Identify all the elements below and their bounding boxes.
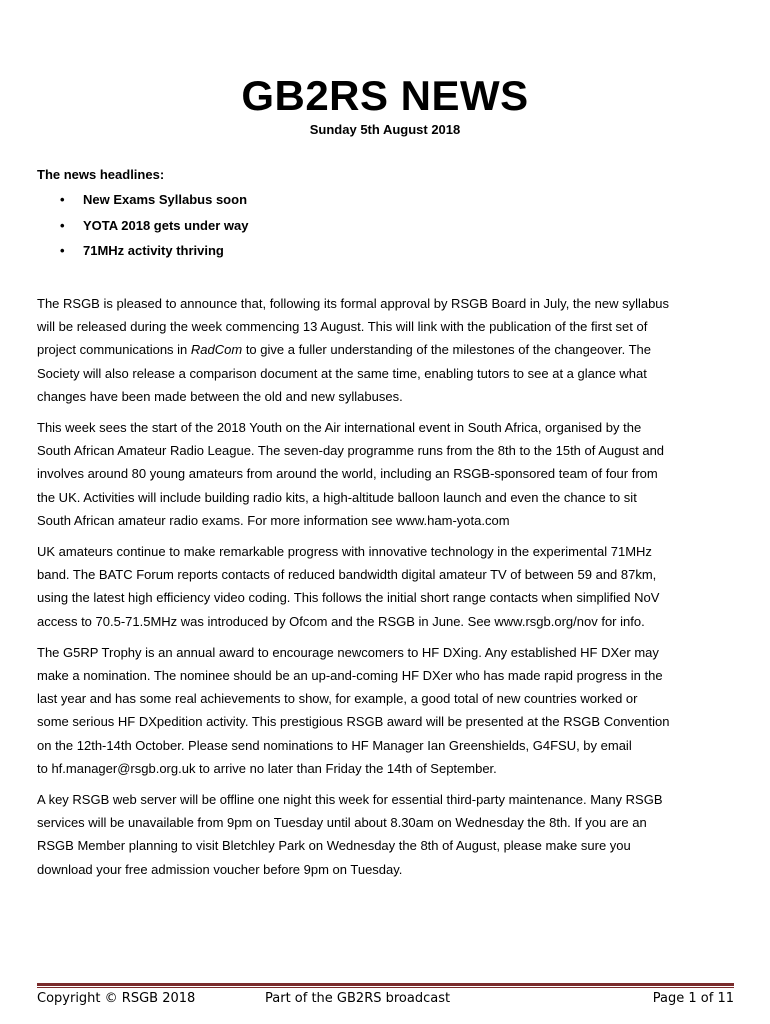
text-fragment: project communications in	[37, 342, 191, 358]
text-line: some serious HF DXpedition activity. This prestigious RSGB award will be presented at the RSGB Convention	[37, 714, 670, 730]
paragraph-g5rp	[37, 641, 737, 780]
headline-text: 71MHz activity thriving	[83, 243, 224, 258]
bullet-icon: •	[60, 217, 65, 233]
bullet-icon: •	[60, 192, 65, 207]
text-line: will be released during the week commencing 13 August. This will link with the publication of the first set of	[37, 319, 648, 335]
headline-item	[60, 216, 248, 242]
text-line: South African Amateur Radio League. The seven-day programme runs from the 8th to the 15th of August and	[37, 443, 665, 459]
headline-text: YOTA 2018 gets under way	[83, 217, 249, 233]
text-line: using the latest high efficiency video coding. This follows the initial short range contacts when simplified NoV	[37, 590, 660, 606]
text-line: access to 70.5-71.5MHz was introduced by Ofcom and the RSGB in June. See www.rsgb.org/nov for info.	[37, 613, 645, 629]
paragraph-71mhz	[37, 540, 737, 633]
copyright-text: Copyright © RSGB 2018	[37, 991, 196, 1006]
headline-item	[60, 190, 248, 216]
footer-divider	[37, 983, 734, 986]
bullet-icon: •	[60, 243, 65, 258]
text-line: to hf.manager@rsgb.org.uk to arrive no later than Friday the 14th of September.	[37, 760, 497, 776]
page-title: GB2RS NEWS	[241, 72, 529, 119]
text-line: The G5RP Trophy is an annual award to encourage newcomers to HF DXing. Any established HF DXer may	[37, 644, 659, 660]
text-line: A key RSGB web server will be offline one night this week for essential third-party maintenance. Many RSGB	[37, 792, 663, 808]
text-line: involves around 80 young amateurs from around the world, including an RSGB-sponsored team of four from	[37, 466, 658, 482]
text-line: services will be unavailable from 9pm on Tuesday until about 8.30am on Wednesday the 8th. If you are an	[37, 815, 647, 831]
text-line: South African amateur radio exams. For more information see www.ham-yota.com	[37, 512, 510, 528]
text-line-mixed	[37, 338, 737, 361]
headline-item	[60, 241, 248, 267]
text-line: band. The BATC Forum reports contacts of reduced bandwidth digital amateur TV of between 59 and 87km,	[37, 567, 657, 583]
headlines-label: The news headlines:	[37, 167, 165, 182]
text-line: on the 12th-14th October. Please send nominations to HF Manager Ian Greenshields, G4FSU, by email	[37, 737, 632, 753]
text-line: the UK. Activities will include building radio kits, a high-altitude balloon launch and even the chance to sit	[37, 489, 637, 505]
text-line: last year and has some real achievements to show, for example, a good total of new countries worked or	[37, 691, 638, 707]
radcom-title: RadCom	[190, 342, 243, 358]
text-fragment: to give a fuller understanding of the milestones of the changeover. The	[242, 342, 652, 358]
text-line: download your free admission voucher before 9pm on Tuesday.	[37, 861, 403, 877]
text-line: The RSGB is pleased to announce that, following its formal approval by RSGB Board in July, the new syllabus	[37, 296, 670, 311]
text-line: This week sees the start of the 2018 Youth on the Air international event in South Africa, organised by the	[37, 420, 642, 436]
text-line: changes have been made between the old and new syllabuses.	[37, 388, 403, 404]
text-line: UK amateurs continue to make remarkable progress with innovative technology in the experimental 71MHz	[37, 544, 652, 560]
broadcast-note: Part of the GB2RS broadcast	[265, 991, 451, 1006]
broadcast-date: Sunday 5th August 2018	[309, 122, 461, 137]
text-line: RSGB Member planning to visit Bletchley Park on Wednesday the 8th of August, please make sure you	[37, 838, 631, 854]
paragraph-exams	[37, 292, 737, 408]
headline-text: New Exams Syllabus soon	[83, 192, 248, 207]
page-number: Page 1 of 11	[652, 991, 734, 1006]
news-body	[37, 292, 737, 889]
text-line: make a nomination. The nominee should be an up-and-coming HF DXer who has made rapid progress in the	[37, 668, 663, 684]
paragraph-yota	[37, 416, 737, 532]
headlines-list	[60, 190, 248, 267]
footer-divider-thin	[37, 987, 734, 988]
paragraph-server	[37, 788, 737, 881]
text-line: Society will also release a comparison document at the same time, enabling tutors to see at a glance what	[37, 365, 647, 381]
